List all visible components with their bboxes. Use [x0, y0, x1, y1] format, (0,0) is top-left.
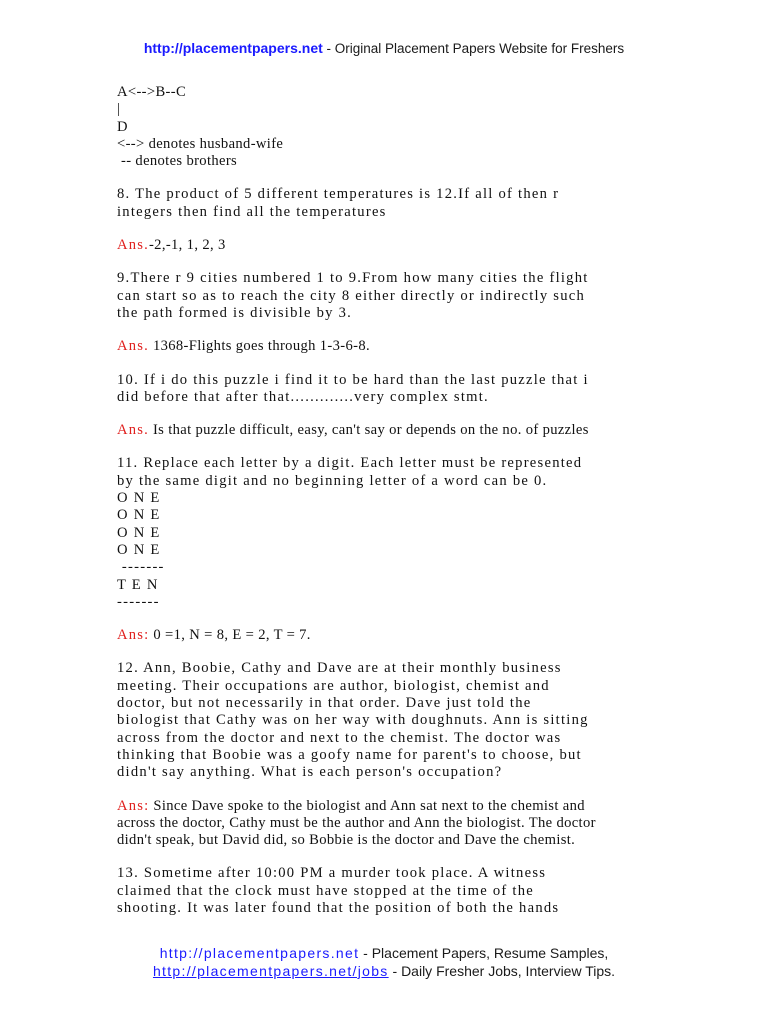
text-block [117, 865, 657, 917]
answer-block [117, 338, 657, 355]
text-line: 13. Sometime after 10:00 PM a murder took place. A witness [117, 865, 547, 882]
answer-label: Ans. [117, 422, 149, 439]
header-site-link[interactable]: http://placementpapers.net [143, 40, 323, 56]
footer-jobs-link[interactable]: http://placementpapers.net/jobs [152, 962, 389, 979]
text-line: ------- [117, 559, 165, 576]
text-line: can start so as to reach the city 8 either directly or indirectly such [117, 287, 586, 304]
text-line: | [117, 101, 121, 118]
text-line: did before that after that.............very complex stmt. [117, 388, 489, 405]
text-block [117, 455, 657, 611]
text-line: integers then find all the temperatures [117, 203, 387, 220]
text-line: <--> denotes husband-wife [117, 135, 284, 152]
answer-text: 1368-Flights goes through 1-3-6-8. [148, 338, 370, 355]
footer-line-1-text: - Placement Papers, Resume Samples, [359, 945, 609, 961]
answer-text: -2,-1, 1, 2, 3 [148, 237, 226, 254]
text-line: -- denotes brothers [117, 153, 238, 170]
text-line: didn't say anything. What is each person's occupation? [117, 764, 503, 781]
answer-line [117, 237, 657, 254]
answer-block [117, 422, 657, 439]
footer-site-link[interactable]: http://placementpapers.net [159, 945, 360, 961]
answer-text: Is that puzzle difficult, easy, can't say or depends on the no. of puzzles [148, 422, 589, 439]
text-line: 11. Replace each letter by a digit. Each letter must be represented [117, 455, 583, 472]
text-line: O N E [117, 490, 161, 507]
text-line: T E N [117, 576, 159, 593]
answer-line [117, 627, 657, 644]
text-line: 10. If i do this puzzle i find it to be hard than the last puzzle that i [117, 371, 589, 388]
text-line: thinking that Boobie was a goofy name for parent's to choose, but [117, 746, 582, 763]
answer-block [117, 237, 657, 254]
answer-block [117, 798, 657, 850]
text-line: 9.There r 9 cities numbered 1 to 9.From how many cities the flight [117, 270, 589, 287]
text-line: by the same digit and no beginning letter of a word can be 0. [117, 472, 548, 489]
answer-line: across the doctor, Cathy must be the author and Ann the biologist. The doctor [117, 814, 596, 831]
page-footer [0, 945, 768, 980]
answer-line: didn't speak, but David did, so Bobbie is the doctor and Dave the chemist. [117, 832, 576, 849]
text-line: O N E [117, 524, 161, 541]
footer-line-2-text: - Daily Fresher Jobs, Interview Tips. [388, 962, 616, 979]
text-line: across from the doctor and next to the chemist. The doctor was [117, 729, 562, 746]
answer-label: Ans: [117, 627, 150, 644]
text-line: 8. The product of 5 different temperatures is 12.If all of then r [117, 186, 560, 203]
text-line: ------- [117, 593, 160, 610]
answer-text: Since Dave spoke to the biologist and Ann sat next to the chemist and [149, 797, 585, 814]
answer-label: Ans. [117, 237, 149, 254]
footer-line-2 [0, 963, 768, 981]
text-block [117, 660, 657, 781]
text-line: claimed that the clock must have stopped at the time of the [117, 882, 535, 899]
page-header [0, 40, 768, 56]
text-block [117, 270, 657, 322]
text-line: the path formed is divisible by 3. [117, 304, 353, 321]
text-block [117, 372, 657, 407]
document-body [117, 84, 657, 933]
text-line: O N E [117, 541, 161, 558]
answer-block [117, 627, 657, 644]
answer-line [117, 422, 657, 439]
answer-label: Ans. [117, 338, 149, 355]
answer-line [117, 338, 657, 355]
text-line: shooting. It was later found that the position of both the hands [117, 899, 560, 916]
header-tagline: - Original Placement Papers Website for Freshers [322, 41, 625, 56]
footer-line-1 [0, 945, 768, 963]
answer-label: Ans: [117, 797, 150, 814]
text-line: doctor, but not necessarily in that order. Dave just told the [117, 695, 532, 712]
answer-line [117, 798, 657, 815]
text-line: biologist that Cathy was on her way with doughnuts. Ann is sitting [117, 712, 589, 729]
text-block [117, 186, 657, 221]
text-line: 12. Ann, Boobie, Cathy and Dave are at their monthly business [117, 660, 562, 677]
text-line: O N E [117, 507, 161, 524]
text-line: A<-->B--C [117, 84, 187, 100]
text-block [117, 84, 657, 170]
text-line: meeting. Their occupations are author, biologist, chemist and [117, 677, 550, 694]
answer-text: 0 =1, N = 8, E = 2, T = 7. [149, 627, 311, 644]
text-line: D [117, 118, 128, 135]
